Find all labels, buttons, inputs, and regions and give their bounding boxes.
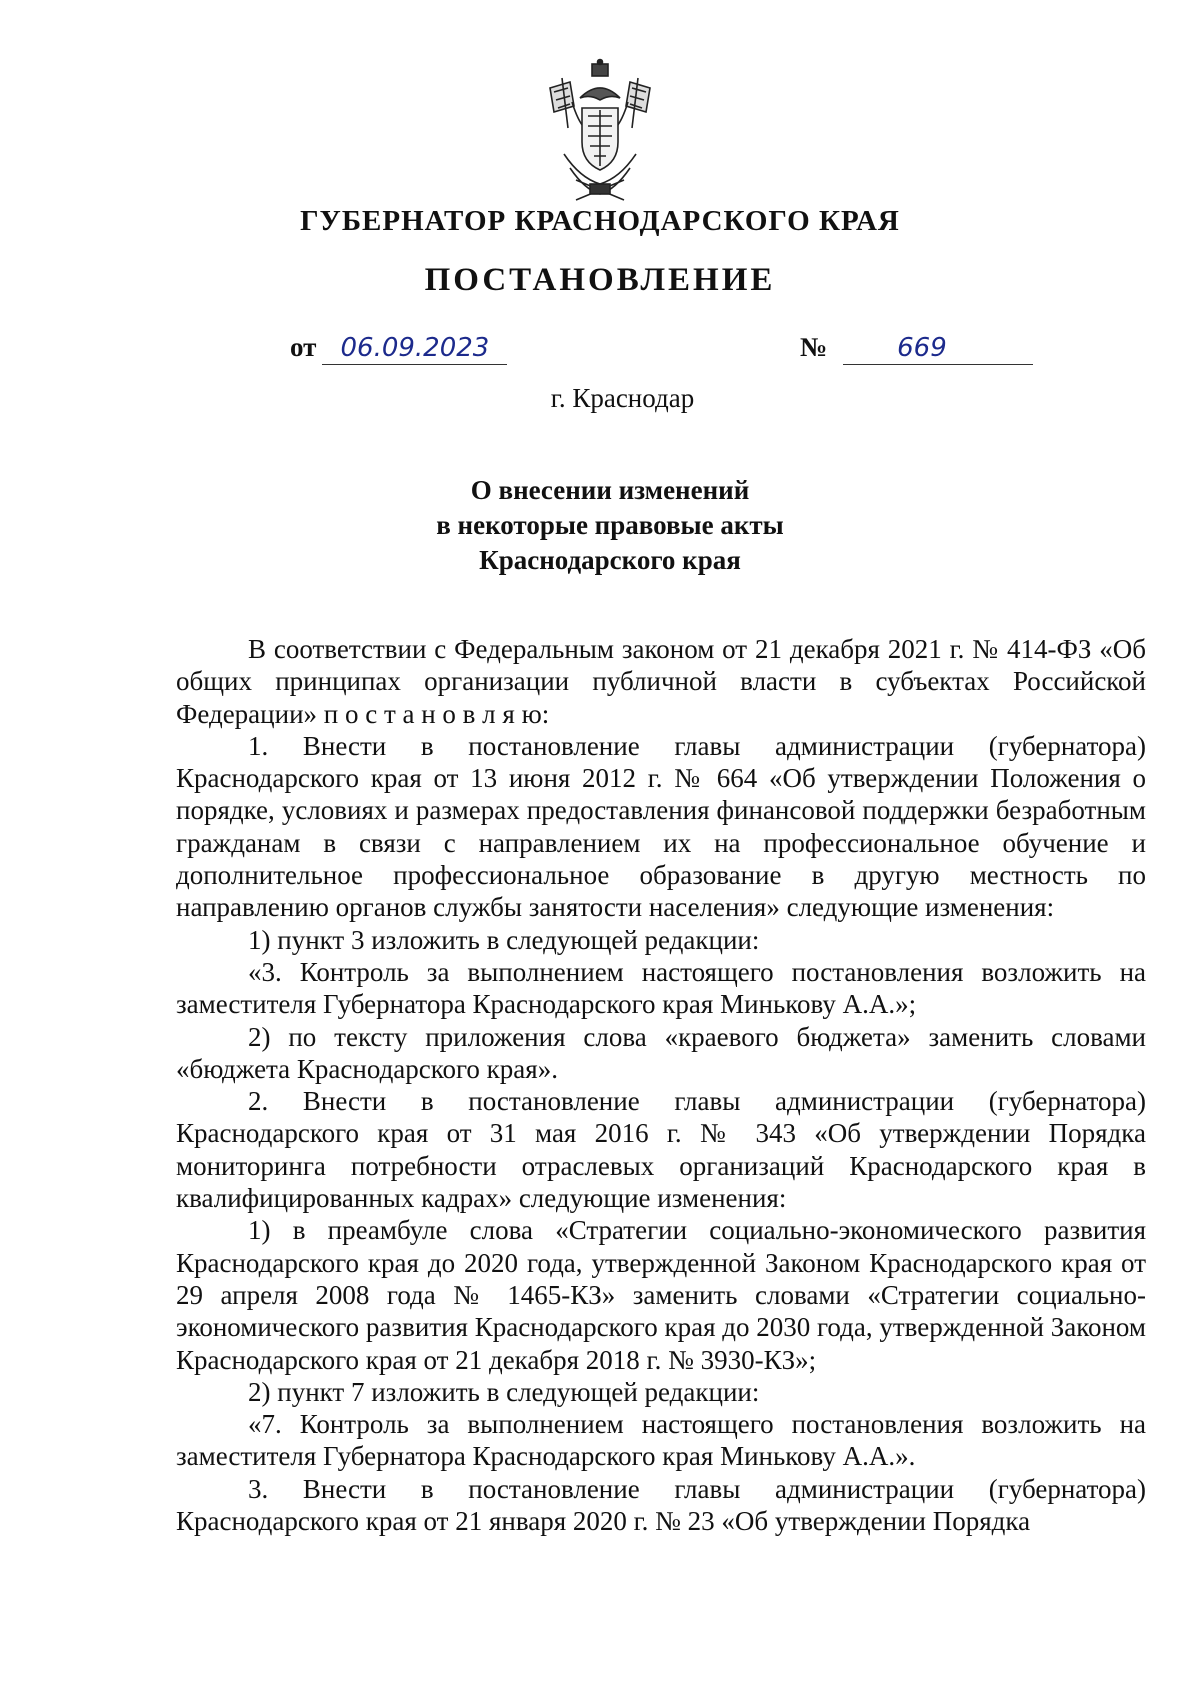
date-field xyxy=(290,332,507,365)
body-paragraph: 1) пункт 3 изложить в следующей редакции: xyxy=(248,924,760,955)
title-line: Краснодарского края xyxy=(479,545,741,575)
body-paragraph: 3. Внести в постановление главы администрации (губернатора) Краснодарского края от 21 января 2020 г. № 23 «Об утверждении Порядка xyxy=(176,1473,1146,1537)
document-body xyxy=(176,633,1146,1537)
number-value: 669 xyxy=(843,333,1033,365)
date-prefix: от xyxy=(290,332,317,362)
document-meta-row xyxy=(0,332,1200,372)
number-field xyxy=(800,332,1033,365)
document-type: ПОСТАНОВЛЕНИЕ xyxy=(424,262,776,298)
issuing-authority: ГУБЕРНАТОР КРАСНОДАРСКОГО КРАЯ xyxy=(300,205,900,237)
coat-of-arms-icon xyxy=(540,58,660,208)
body-paragraph: 1) в преамбуле слова «Стратегии социально-экономического развития Краснодарского края до 2020 года, утвержденной Законом Краснодарского края от 29 апреля 2008 года № 1465-КЗ» заменить словами «Стратегии социально-экономического развития Краснодарского края до 2030 года, утвержденной Законом Краснодарского края от 21 декабря 2018 г. № 3930-КЗ»; xyxy=(176,1215,1146,1375)
body-paragraph: 2. Внести в постановление главы администрации (губернатора) Краснодарского края от 31 мая 2016 г. № 343 «Об утверждении Порядка мониторинга потребности отраслевых организаций Краснодарского края в квалифицированных кадрах» следующие изменения: xyxy=(176,1086,1146,1214)
title-line: О внесении изменений xyxy=(470,475,750,505)
city: г. Краснодар xyxy=(550,383,695,413)
title-line: в некоторые правовые акты xyxy=(436,510,784,540)
body-paragraph: «3. Контроль за выполнением настоящего постановления возложить на заместителя Губернатора Краснодарского края Минькову А.А.»; xyxy=(176,956,1146,1020)
body-paragraph: 1. Внести в постановление главы администрации (губернатора) Краснодарского края от 13 июня 2012 г. № 664 «Об утверждении Положения о порядке, условиях и размерах предоставления финансовой поддержки безработным гражданам в связи с направлением их на профессиональное обучение и дополнительное профессиональное образование в другую местность по направлению органов службы занятости населения» следующие изменения: xyxy=(176,730,1146,923)
number-prefix: № xyxy=(800,332,828,362)
date-value: 06.09.2023 xyxy=(322,333,507,365)
body-paragraph: 2) пункт 7 изложить в следующей редакции: xyxy=(248,1376,760,1407)
body-paragraph: 2) по тексту приложения слова «краевого бюджета» заменить словами «бюджета Краснодарского края». xyxy=(176,1021,1146,1084)
body-paragraph: «7. Контроль за выполнением настоящего постановления возложить на заместителя Губернатора Краснодарского края Минькову А.А.». xyxy=(176,1409,1146,1472)
body-paragraph: В соответствии с Федеральным законом от 21 декабря 2021 г. № 414-ФЗ «Об общих принципах организации публичной власти в субъектах Российской Федерации» п о с т а н о в л я ю: xyxy=(176,634,1146,729)
document-title xyxy=(0,473,1200,578)
